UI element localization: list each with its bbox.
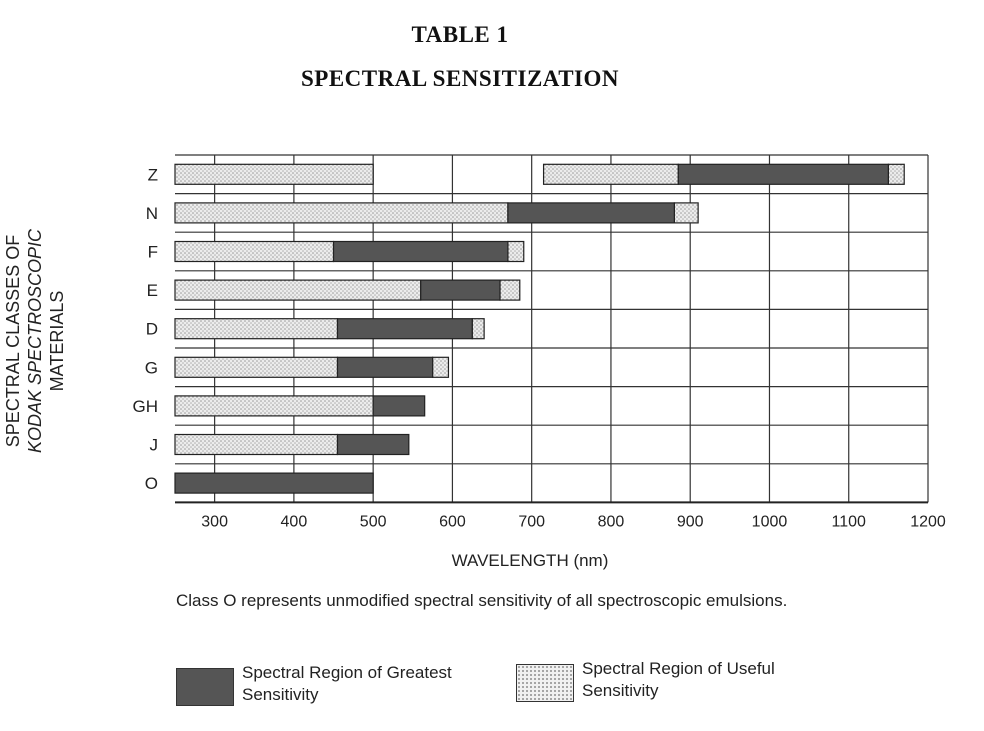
bar-greatest-sensitivity — [337, 357, 432, 377]
x-tick-label: 500 — [359, 513, 387, 531]
bar-useful-sensitivity — [175, 357, 337, 377]
bar-greatest-sensitivity — [337, 319, 472, 339]
x-tick-label: 1200 — [910, 513, 946, 531]
bar-useful-sensitivity — [175, 280, 421, 300]
chart-title: SPECTRAL SENSITIZATION — [301, 66, 619, 91]
bar-useful-sensitivity — [175, 203, 508, 223]
x-tick-label: 400 — [280, 513, 308, 531]
category-label: Z — [147, 165, 158, 185]
class-o-note: Class O represents unmodified spectral sensitivity of all spectroscopic emulsions. — [176, 591, 788, 610]
bar-useful-sensitivity — [888, 164, 904, 184]
category-label: D — [145, 319, 158, 339]
x-tick-label: 1100 — [831, 513, 866, 531]
bar-greatest-sensitivity — [678, 164, 888, 184]
legend-useful-label: Spectral Region of Useful Sensitivity — [582, 659, 775, 700]
x-axis-label: WAVELENGTH (nm) — [451, 551, 609, 570]
legend-greatest-label: Spectral Region of Greatest Sensitivity — [242, 663, 452, 704]
category-label: G — [144, 358, 158, 378]
category-label: F — [147, 242, 158, 262]
y-axis-label-line-3: MATERIALS — [47, 290, 67, 392]
bar-greatest-sensitivity — [421, 280, 500, 300]
bar-useful-sensitivity — [472, 319, 484, 339]
bar-greatest-sensitivity — [337, 435, 408, 455]
bar-greatest-sensitivity — [334, 242, 508, 262]
x-tick-label: 800 — [597, 513, 625, 531]
bar-useful-sensitivity — [433, 357, 449, 377]
category-label: N — [145, 203, 158, 223]
bar-greatest-sensitivity — [373, 396, 425, 416]
bar-useful-sensitivity — [175, 319, 337, 339]
x-tick-label: 700 — [518, 513, 546, 531]
bar-useful-sensitivity — [175, 396, 373, 416]
y-axis-label-line-2: KODAK SPECTROSCOPIC — [25, 228, 45, 454]
category-label: E — [146, 281, 158, 301]
table-number: TABLE 1 — [411, 22, 509, 47]
category-label: O — [144, 474, 158, 494]
x-tick-label: 600 — [439, 513, 466, 531]
x-tick-label: 300 — [201, 513, 228, 531]
legend-useful-swatch — [516, 664, 574, 702]
legend-useful — [516, 659, 792, 702]
bar-useful-sensitivity — [175, 435, 337, 455]
legend-greatest-swatch — [176, 668, 234, 706]
bar-greatest-sensitivity — [175, 473, 373, 493]
bar-useful-sensitivity — [175, 242, 334, 262]
bar-useful-sensitivity — [500, 280, 520, 300]
bar-useful-sensitivity — [175, 164, 373, 184]
x-tick-label: 900 — [676, 513, 704, 531]
category-label: GH — [132, 396, 158, 416]
y-axis-label-line-1: SPECTRAL CLASSES OF — [3, 234, 23, 448]
y-axis-label — [2, 191, 68, 491]
bar-useful-sensitivity — [508, 242, 524, 262]
category-label: J — [149, 435, 158, 455]
bar-useful-sensitivity — [674, 203, 698, 223]
x-tick-label: 1000 — [751, 513, 788, 531]
legend-greatest — [176, 663, 452, 706]
bar-greatest-sensitivity — [508, 203, 674, 223]
bar-useful-sensitivity — [544, 164, 679, 184]
